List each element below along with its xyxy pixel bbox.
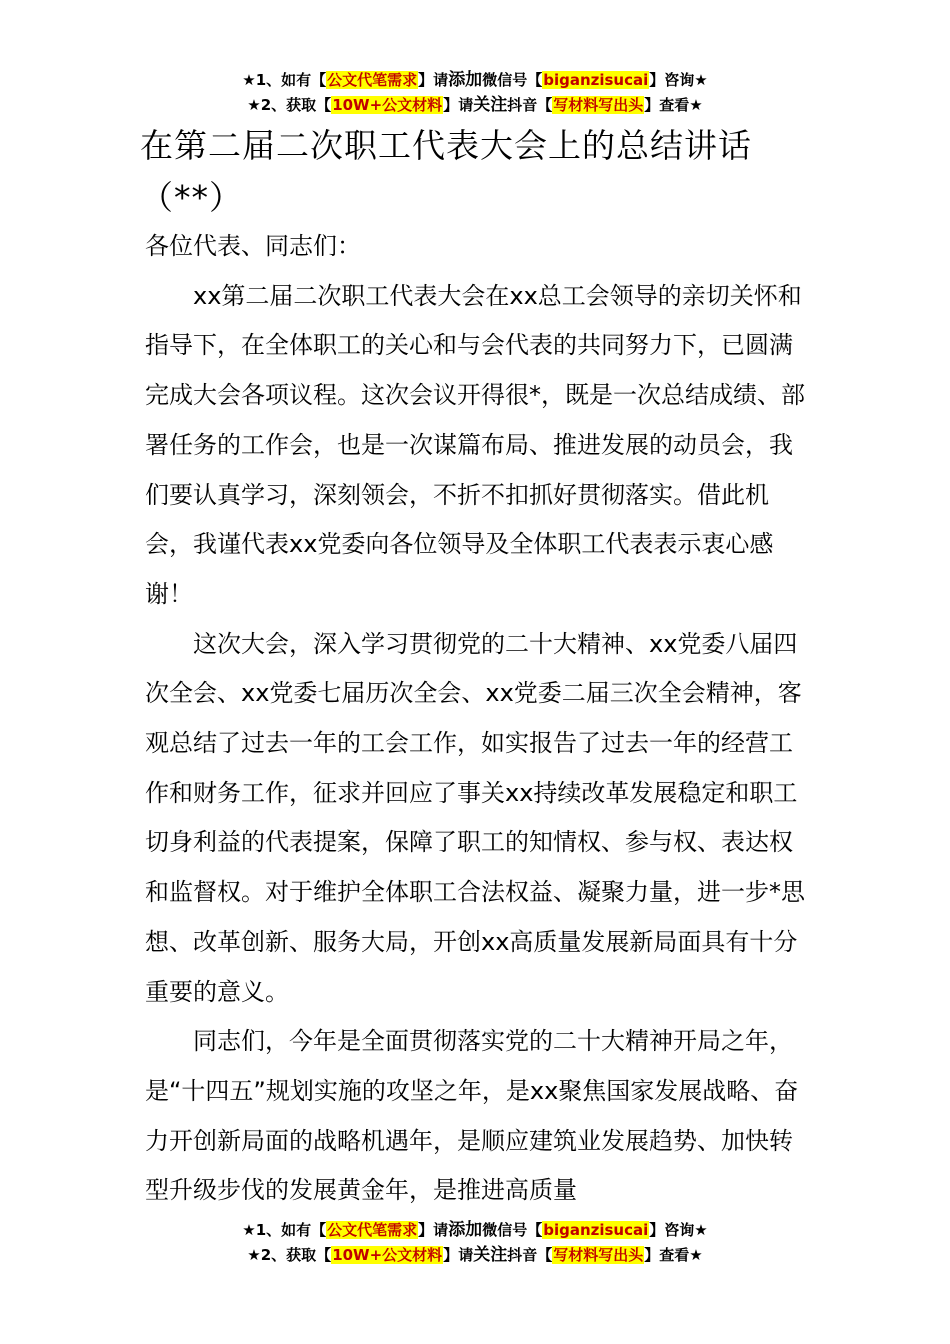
- highlight-wechat-id: biganzisucai: [543, 71, 649, 89]
- highlight-wechat-id: biganzisucai: [543, 1221, 649, 1239]
- promo-line-1: ★1、如有【公文代笔需求】请添加微信号【biganzisucai】咨询★: [242, 1220, 708, 1240]
- document-body: [145, 222, 810, 1216]
- highlight-materials: 10W+公文材料: [332, 96, 443, 114]
- promo-line-1: ★1、如有【公文代笔需求】请添加微信号【biganzisucai】咨询★: [242, 70, 708, 90]
- promo-line-2: ★2、获取【10W+公文材料】请关注抖音【写材料写出头】查看★: [247, 95, 703, 115]
- title-main: 在第二届二次职工代表大会上的总结讲话: [140, 126, 752, 165]
- paragraph-1: xx第二届二次职工代表大会在xx总工会领导的亲切关怀和指导下，在全体职工的关心和与会代表的共同努力下，已圆满完成大会各项议程。这次会议开得很*，既是一次总结成绩、部署任务的工作会，也是一次谋篇布局、推进发展的动员会，我们要认真学习，深刻领会，不折不扣抓好贯彻落实。借此机会，我谨代表xx党委向各位领导及全体职工代表表示衷心感谢！: [145, 281, 805, 608]
- highlight-douyin-account: 写材料写出头: [553, 96, 644, 114]
- promo-banner-bottom: [0, 1218, 950, 1268]
- paragraph-3: 同志们，今年是全面贯彻落实党的二十大精神开局之年，是“十四五”规划实施的攻坚之年，是xx聚焦国家发展战略、奋力开创新局面的战略机遇年，是顺应建筑业发展趋势、加快转型升级步伐的发展黄金年，是推进高质量: [145, 1027, 799, 1205]
- promo-line-2: ★2、获取【10W+公文材料】请关注抖音【写材料写出头】查看★: [247, 1245, 703, 1265]
- promo-banner-top: [0, 68, 950, 118]
- highlight-ghostwriting: 公文代笔需求: [327, 1221, 418, 1239]
- highlight-ghostwriting: 公文代笔需求: [327, 71, 418, 89]
- salutation: 各位代表、同志们：: [145, 232, 361, 260]
- highlight-douyin-account: 写材料写出头: [553, 1246, 644, 1264]
- title-subtitle: （**）: [140, 178, 243, 217]
- highlight-materials: 10W+公文材料: [332, 1246, 443, 1264]
- paragraph-2: 这次大会，深入学习贯彻党的二十大精神、xx党委八届四次全会、xx党委七届历次全会、xx党委二届三次全会精神，客观总结了过去一年的工会工作，如实报告了过去一年的经营工作和财务工作，征求并回应了事关xx持续改革发展稳定和职工切身利益的代表提案，保障了职工的知情权、参与权、表达权和监督权。对于维护全体职工合法权益、凝聚力量，进一步*思想、改革创新、服务大局，开创xx高质量发展新局面具有十分重要的意义。: [145, 629, 805, 1006]
- document-title: [140, 120, 820, 224]
